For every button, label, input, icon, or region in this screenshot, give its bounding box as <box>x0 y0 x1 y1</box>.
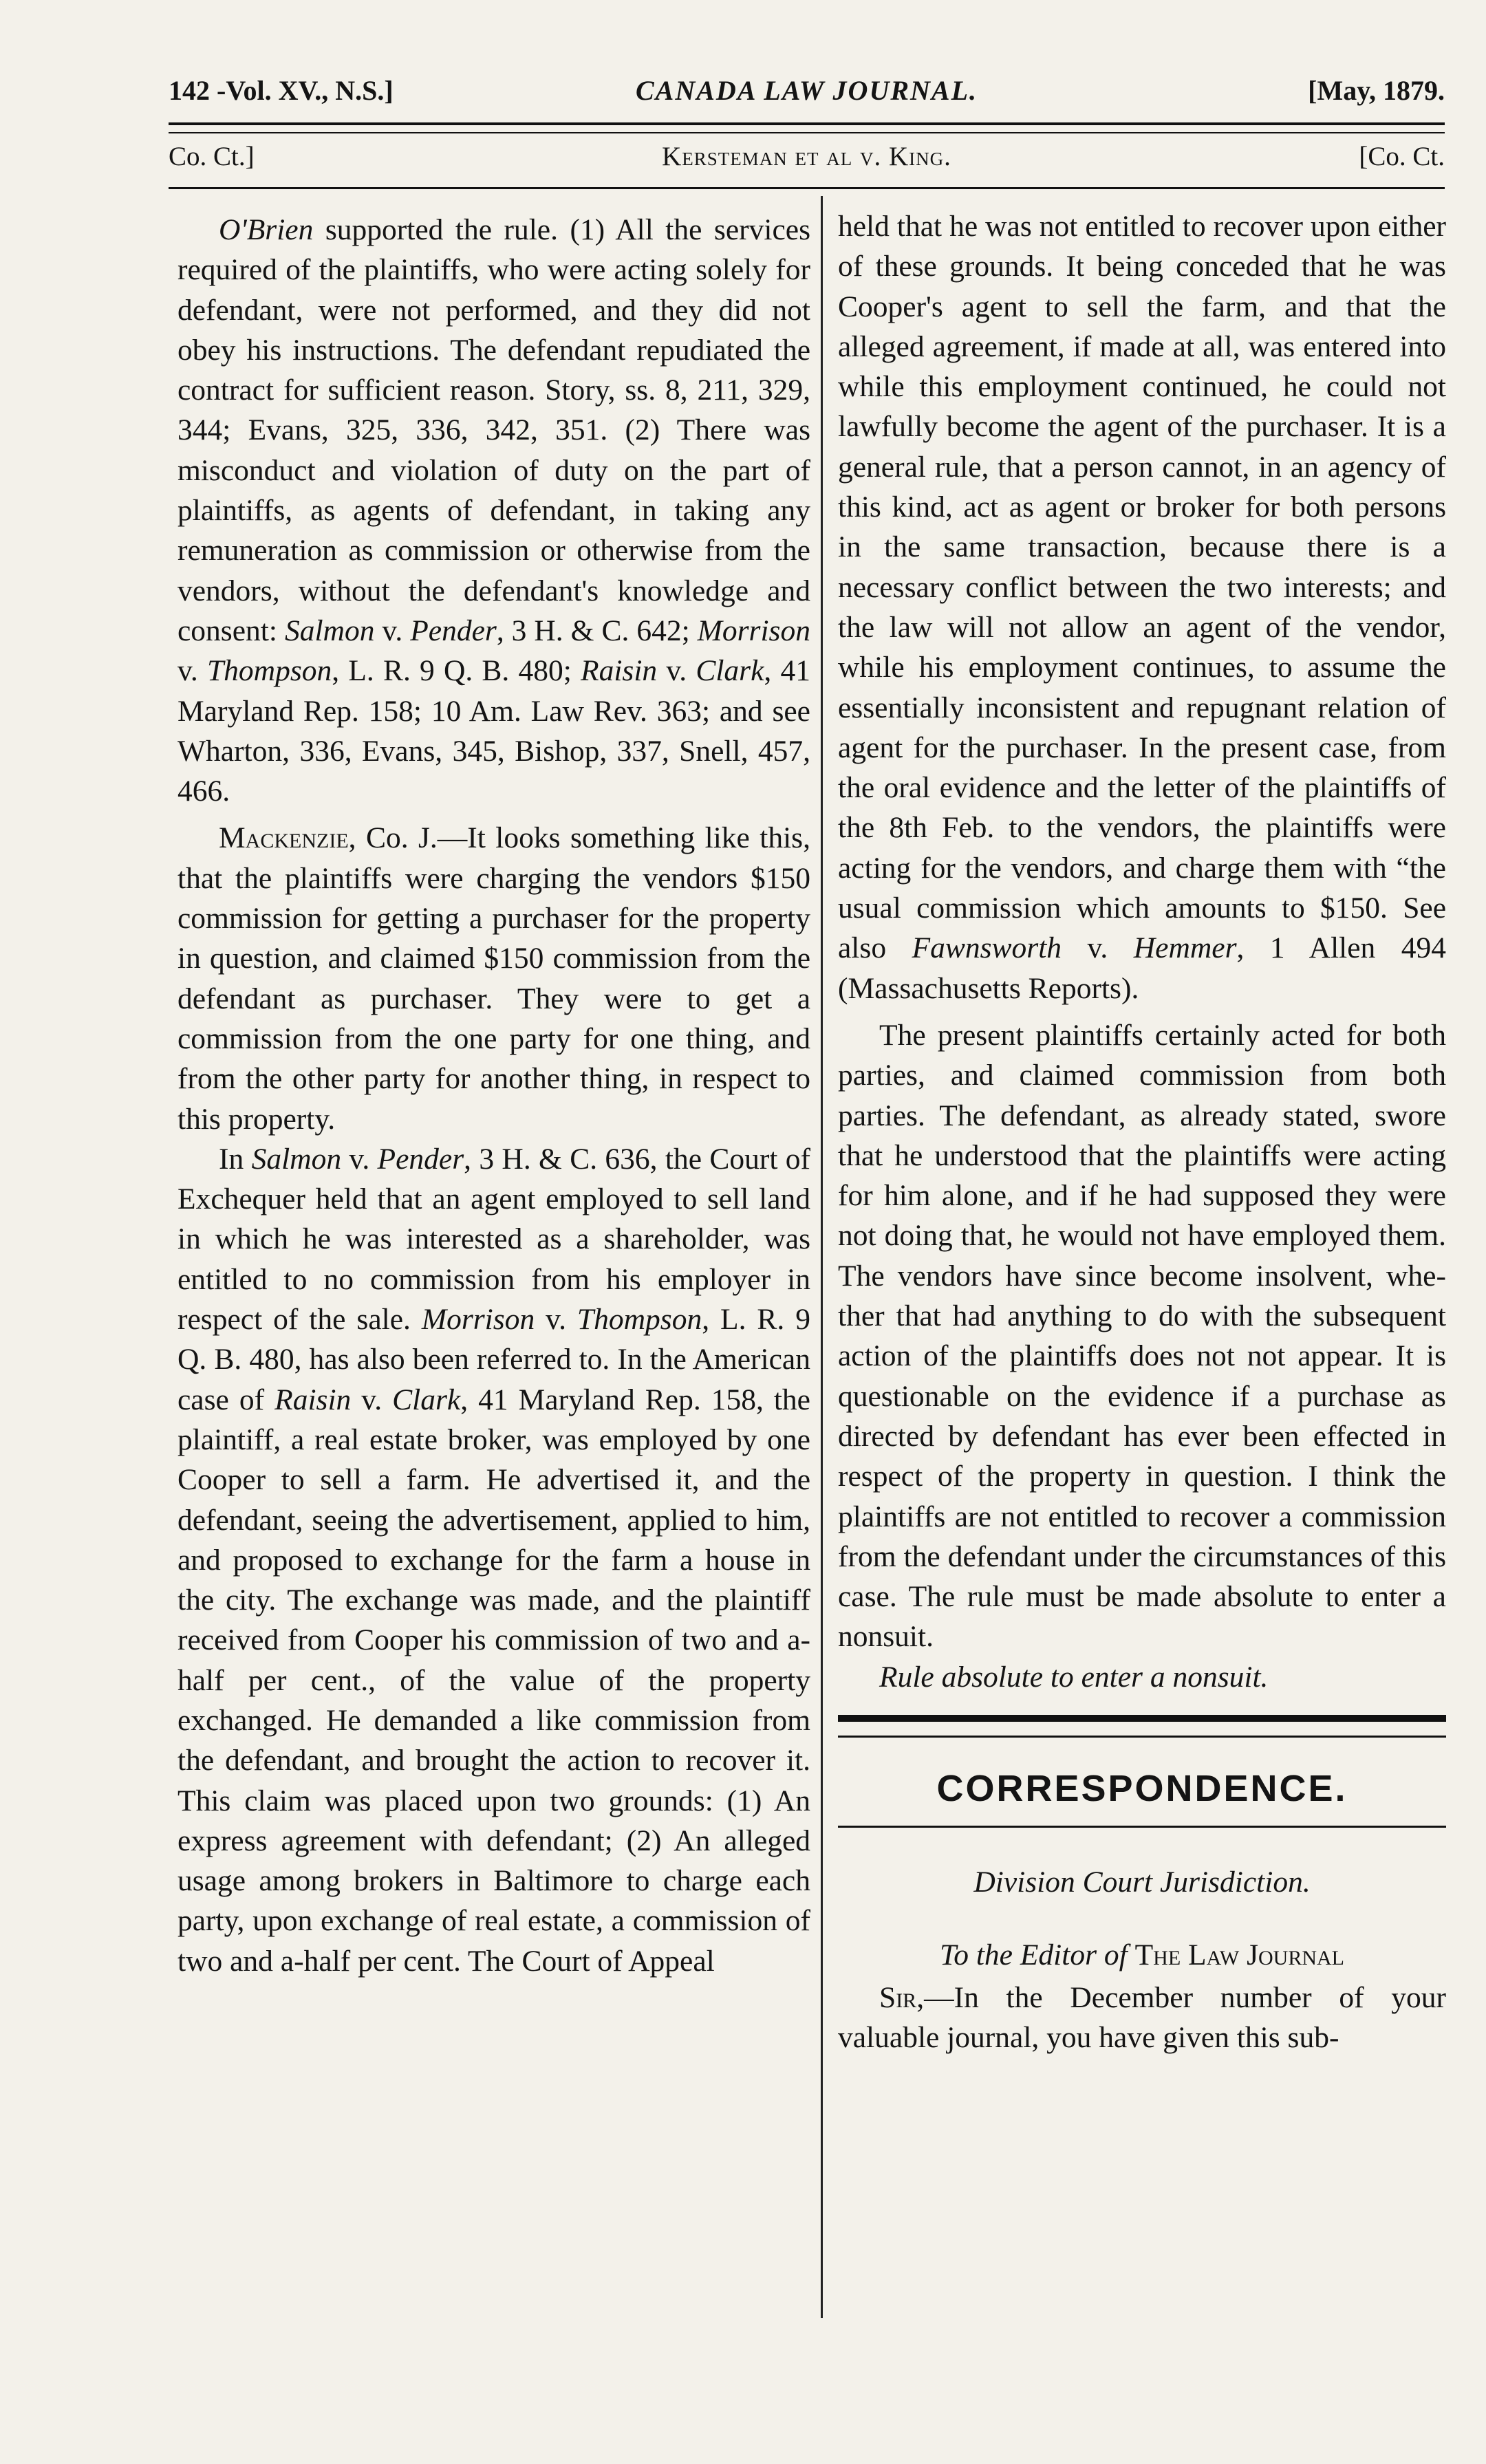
column-divider <box>821 196 823 2318</box>
running-header <box>169 74 1445 116</box>
right-column <box>838 206 1446 2058</box>
case-header <box>169 141 1445 180</box>
section-title: CORRESPONDENCE. <box>936 1767 1348 1809</box>
ruling: Rule absolute to enter a nonsuit. <box>879 1660 1269 1694</box>
section-rule <box>838 1715 1446 1738</box>
page-volume: 142 -Vol. XV., N.S.] <box>169 75 394 106</box>
left-column <box>177 210 810 1981</box>
court-right: [Co. Ct. <box>1359 142 1445 171</box>
issue-date: [May, 1879. <box>1308 75 1445 106</box>
paragraph: The present plaintiffs certainly acted for both parties, and claimed commission from both parties. The defendant, as already stated, swore that he understood that the plaintiffs were acting for him alone, and if he had supposed they were not doing that, he would not have employed them. The vendors have since become insolvent, whether that had anything to do with the subsequent action of the plaintiffs does not not appear. It is questionable on the evidence if a purchase as directed by defendant has ever been effected in respect of the property in question. I think the plaintiffs are not entitled to recover a commission from the defendant under the circumstances of this case. The rule must be made absolute to enter a nonsuit. <box>838 1018 1446 1654</box>
letter-subject: Division Court Jurisdiction. <box>973 1865 1311 1899</box>
paragraph: Sir,—In the December number of your valuable journal, you have given this sub- <box>838 1980 1446 2055</box>
paragraph: O'Brien supported the rule. (1) All the services required of the plaintiffs, who were acting solely for defendant, were not performed, and they did not obey his instructions. The defendant repudiated the contract for sufficient reason. Story, ss. 8, 211, 329, 344; Evans, 325, 336, 342, 351. (2) There was misconduct and violation of duty on the part of plaintiffs, as agents of defendant, in taking any remuneration as commission or otherwise from the vendors, without the defendant's knowledge and consent: Salmon v. Pender, 3 H. & C. 642; Morrison v. Thompson, L. R. 9 Q. B. 480; Raisin v. Clark, 41 Maryland Rep. 158; 10 Am. Law Rev. 363; and see Wharton, 336, Evans, 345, Bishop, 337, Snell, 457, 466. <box>177 213 810 808</box>
header-rule <box>169 122 1445 133</box>
journal-title: CANADA LAW JOURNAL. <box>635 75 978 106</box>
court-left: Co. Ct.] <box>169 142 255 171</box>
case-name: Kersteman et al v. King. <box>662 142 951 171</box>
paragraph: Mackenzie, Co. J.—It looks something like this, that the plaintiffs were charging the vendors $150 commission for getting a purchaser for the property in question, and claimed $150 commission from the defendant as purchaser. They were to get a commission from the one party for one thing, and from the other party for another thing, in respect to this property. <box>177 821 810 1136</box>
paragraph: held that he was not entitled to recover upon either of these grounds. It being conceded that he was Cooper's agent to sell the farm, and that the alleged agreement, if made at all, was entered into while this employment continued, he could not lawfully become the agent of the purchaser. It is a general rule, that a person cannot, in an agency of this kind, act as agent or broker for both persons in the same transaction, because there is a necessary conflict between the two interests; and the law will not allow an agent of the vendor, while his employment continues, to assume the essentially inconsistent and repugnant relation of agent for the purchaser. In the present case, from the oral evidence and the letter of the plaintiffs of the 8th Feb. to the vendors, the plaintiffs were acting for the vendors, and charge them with “the usual commission which amounts to $150. See also Fawnsworth v. Hemmer, 1 Allen 494 (Massachusetts Reports). <box>838 210 1446 1005</box>
paragraph: In Salmon v. Pender, 3 H. & C. 636, the Court of Exchequer held that an agent employed to sell land in which he was interested as a shareholder, was entitled to no commission from his employer in respect of the sale. Morrison v. Thompson, L. R. 9 Q. B. 480, has also been referred to. In the American case of Raisin v. Clark, 41 Maryland Rep. 158, the plaintiff, a real estate broker, was employed by one Cooper to sell a farm. He advertised it, and the defendant, seeing the advertisement, applied to him, and proposed to exchange for the farm a house in the city. The exchange was made, and the plaintiff received from Cooper his commission of two and a-half per cent., of the value of the property exchanged. He demanded a like commission from the defendant, and brought the action to recover it. This claim was placed upon two grounds: (1) An express agreement with defendant; (2) An alleged usage among brokers in Baltimore to charge each party, upon exchange of real estate, a commission of two and a-half per cent. The Court of Appeal <box>177 1142 810 1978</box>
salutation: To the Editor of The Law Journal <box>940 1938 1344 1971</box>
subheader-rule <box>169 187 1445 189</box>
title-rule <box>838 1826 1446 1828</box>
